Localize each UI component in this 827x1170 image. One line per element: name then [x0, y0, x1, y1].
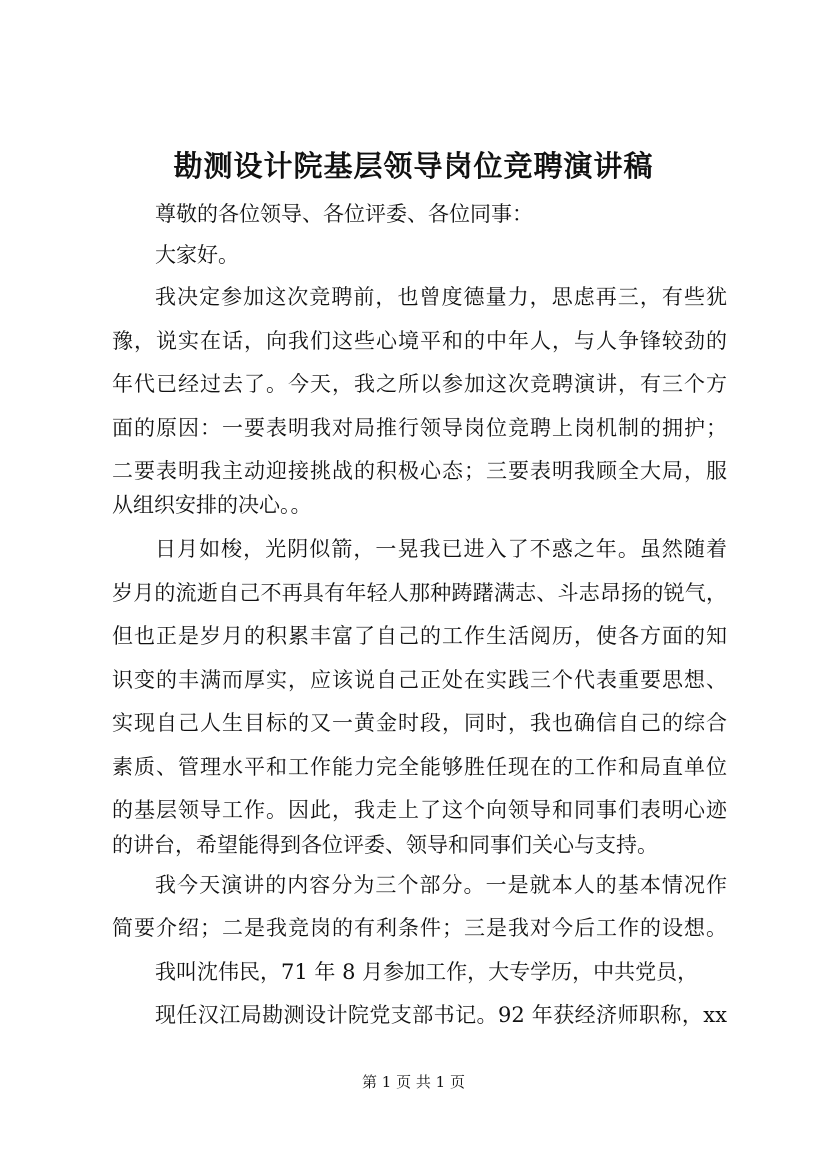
paragraph-line: 的基层领导工作。因此，我走上了这个向领导和同事们表明心迹 — [112, 798, 727, 822]
paragraph-line: 但也正是岁月的积累丰富了自己的工作生活阅历，使各方面的知 — [112, 624, 727, 648]
paragraph-line: 简要介绍；二是我竞岗的有利条件；三是我对今后工作的设想。 — [112, 916, 727, 940]
greeting-line: 大家好。 — [155, 243, 239, 267]
document-title: 勘测设计院基层领导岗位竞聘演讲稿 — [173, 149, 654, 183]
paragraph-line: 年代已经过去了。今天，我之所以参加这次竞聘演讲，有三个方 — [112, 372, 727, 396]
paragraph-line: 我今天演讲的内容分为三个部分。一是就本人的基本情况作 — [155, 873, 727, 897]
paragraph-line: 日月如梭，光阴似箭，一晃我已进入了不惑之年。虽然随着 — [155, 537, 727, 561]
paragraph-line: 的讲台，希望能得到各位评委、领导和同事们关心与支持。 — [112, 833, 658, 857]
paragraph-line: 岁月的流逝自己不再具有年轻人那种踌躇满志、斗志昂扬的锐气， — [112, 581, 727, 605]
paragraph-line: 二要表明我主动迎接挑战的积极心态；三要表明我顾全大局，服 — [112, 459, 727, 483]
paragraph-line: 面的原因：一要表明我对局推行领导岗位竞聘上岗机制的拥护； — [112, 416, 727, 440]
paragraph-line: 豫，说实在话，向我们这些心境平和的中年人，与人争锋较劲的 — [112, 329, 727, 353]
salutation-line: 尊敬的各位领导、各位评委、各位同事： — [155, 202, 533, 226]
paragraph-line: 我叫沈伟民，71 年 8 月参加工作，大专学历，中共党员， — [155, 960, 699, 984]
paragraph-line: 素质、管理水平和工作能力完全能够胜任现在的工作和局直单位 — [112, 755, 727, 779]
paragraph-line: 识变的丰满而厚实，应该说自己正处在实践三个代表重要思想、 — [112, 668, 727, 692]
paragraph-line: 从组织安排的决心。。 — [112, 493, 312, 517]
paragraph-line: 现任汉江局勘测设计院党支部书记。92 年获经济师职称，xx — [155, 1003, 727, 1027]
paragraph-line: 实现自己人生目标的又一黄金时段，同时，我也确信自己的综合 — [112, 711, 727, 735]
paragraph-line: 我决定参加这次竞聘前，也曾度德量力，思虑再三，有些犹 — [155, 285, 727, 309]
page-number-footer: 第 1 页 共 1 页 — [362, 1073, 465, 1091]
